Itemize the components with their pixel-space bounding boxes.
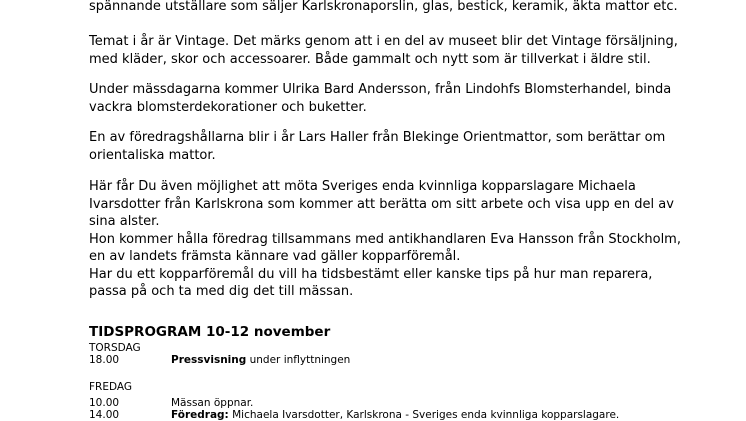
text-line: En av föredragshållarna blir i år Lars Haller från Blekinge Orientmattor, som berättar om [89, 130, 666, 145]
schedule-text: Michaela Ivarsdotter, Karlskrona - Sveriges enda kvinnliga kopparslagare. [228, 409, 620, 421]
text-line: Ivarsdotter från Karlskrona som kommer att berätta om sitt arbete och visa upp en del av [89, 196, 674, 212]
text-line: Här får Du även möjlighet att möta Sveriges enda kvinnliga kopparslagare Michaela [89, 179, 636, 194]
schedule-bold-text: Föredrag: [171, 409, 229, 421]
text-line: passa på och ta med dig det till mässan. [89, 284, 354, 299]
schedule-description [171, 354, 350, 366]
schedule-time: 14.00 [89, 409, 120, 421]
text-line: spännande utställare som säljer Karlskronaporslin, glas, bestick, keramik, äkta mattor etc. [89, 0, 678, 14]
schedule-description [171, 397, 253, 409]
text-line: Hon kommer hålla föredrag tillsammans med antikhandlaren Eva Hansson från Stockholm, [89, 231, 681, 247]
text-line: sina alster. [89, 214, 160, 229]
schedule-time: 18.00 [89, 354, 120, 366]
text-line: Under mässdagarna kommer Ulrika Bard Andersson, från Lindohfs Blomsterhandel, binda [89, 82, 672, 97]
day-label: FREDAG [89, 381, 133, 393]
text-line: vackra blomsterdekorationer och buketter. [89, 99, 367, 115]
day-label: TORSDAG [89, 342, 141, 354]
schedule-text: under inflyttningen [246, 354, 351, 366]
schedule-heading: TIDSPROGRAM 10-12 november [89, 324, 331, 340]
lecturer-paragraph [89, 129, 689, 164]
schedule-bold-text: Pressvisning [171, 354, 247, 366]
schedule-text: Mässan öppnar. [171, 397, 254, 409]
text-line: Temat i år är Vintage. Det märks genom att i en del av museet blir det Vintage försäljning, [89, 34, 678, 49]
flowers-paragraph [89, 81, 689, 116]
schedule-time: 10.00 [89, 397, 120, 409]
copper-paragraph [89, 178, 689, 301]
text-line: en av landets främsta kännare vad gäller kopparföremål. [89, 249, 461, 264]
schedule-description [171, 409, 619, 421]
intro-paragraph-tail [89, 0, 689, 16]
text-line: orientaliska mattor. [89, 147, 216, 163]
day-label-friday [89, 381, 132, 393]
text-line: Har du ett kopparföremål du vill ha tidsbestämt eller kanske tips på hur man reparera, [89, 266, 653, 282]
text-line: med kläder, skor och accessoarer. Både gammalt och nytt som är tillverkat i äldre stil. [89, 51, 651, 67]
day-label-thursday [89, 342, 141, 354]
vintage-paragraph [89, 33, 689, 68]
